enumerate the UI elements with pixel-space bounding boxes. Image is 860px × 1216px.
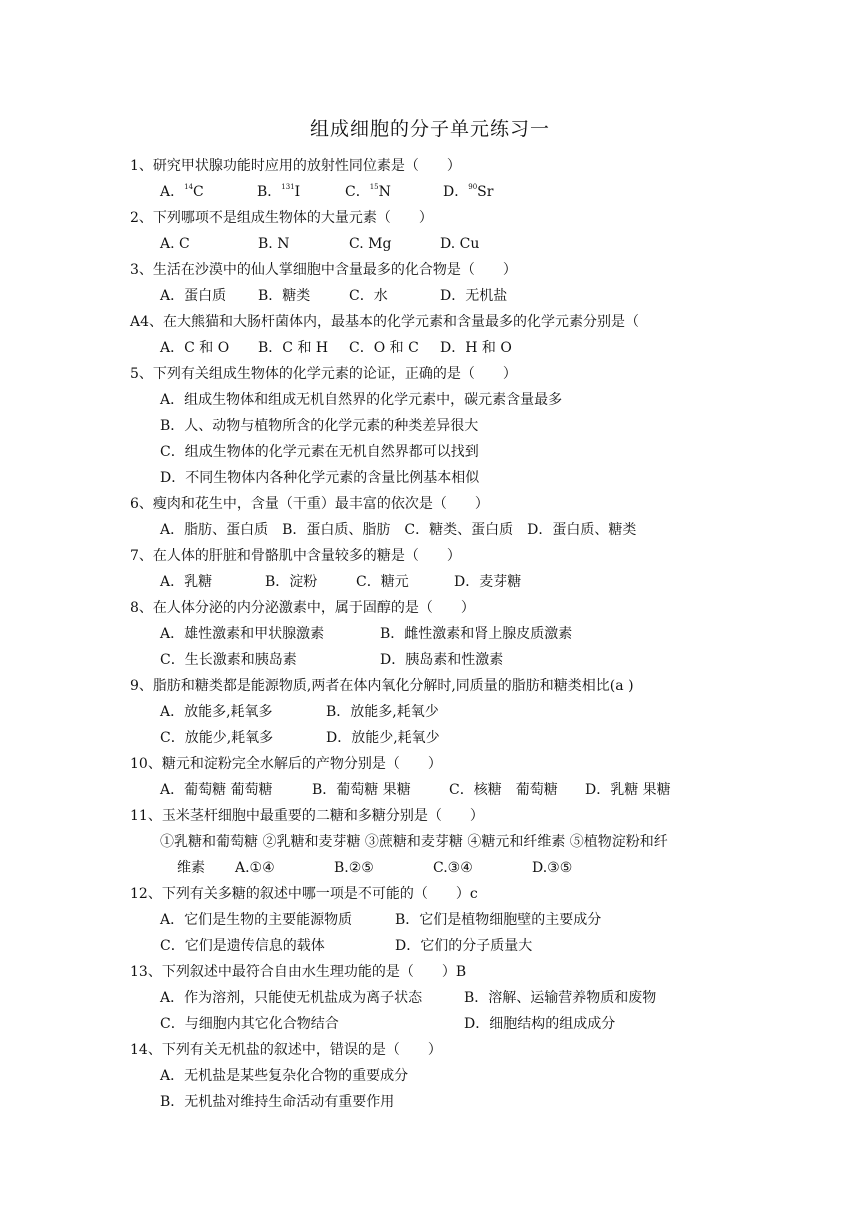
- q12-option-d: D．它们的分子质量大: [395, 938, 533, 954]
- q8-option-b: B．雌性激素和肾上腺皮质激素: [380, 626, 573, 642]
- page-title: 组成细胞的分子单元练习一: [309, 118, 550, 140]
- question-9-stem: 9、脂肪和糖类都是能源物质,两者在体内氧化分解时,同质量的脂肪和糖类相比(a ): [130, 678, 634, 694]
- question-2-stem: 2、下列哪项不是组成生物体的大量元素（ ）: [130, 210, 433, 226]
- q10-option-a: A．葡萄糖 葡萄糖: [160, 782, 273, 798]
- q9-option-c: C．放能少,耗氧多: [160, 730, 274, 746]
- question-6-options: A．脂肪、蛋白质 B．蛋白质、脂肪 C．糖类、蛋白质 D．蛋白质、糖类: [160, 522, 637, 538]
- q13-option-a: A．作为溶剂，只能使无机盐成为离子状态: [160, 990, 423, 1006]
- q5-option-c: C．组成生物体的化学元素在无机自然界都可以找到: [160, 444, 479, 460]
- q8-option-c: C．生长激素和胰岛素: [160, 652, 297, 668]
- q3-option-a: A．蛋白质: [160, 288, 227, 304]
- q13-option-b: B．溶解、运输营养物质和废物: [464, 990, 657, 1006]
- q7-option-d: D．麦芽糖: [454, 574, 522, 590]
- q1-option-c: C．$^{15}$N: [345, 183, 391, 200]
- q11-choices-continuation: 维素: [177, 860, 205, 876]
- q11-option-d: D.③⑤: [532, 860, 573, 876]
- q5-option-a: A．组成生物体和组成无机自然界的化学元素中，碳元素含量最多: [160, 392, 563, 408]
- q1-option-b: B．$^{131}$I: [257, 183, 301, 200]
- q4-option-b: B．C 和 H: [258, 340, 329, 356]
- q1-option-a: A．$^{14}$C: [160, 183, 204, 200]
- q7-option-a: A．乳糖: [160, 574, 213, 590]
- question-10-stem: 10、糖元和淀粉完全水解后的产物分别是（ ）: [130, 756, 442, 772]
- q10-option-b: B．葡萄糖 果糖: [312, 782, 411, 798]
- q12-option-c: C．它们是遗传信息的载体: [160, 938, 325, 954]
- q2-option-b: B. N: [258, 236, 290, 252]
- q2-option-d: D. Cu: [440, 236, 480, 252]
- q11-option-c: C.③④: [433, 860, 473, 876]
- q3-option-c: C．水: [349, 288, 388, 304]
- q4-option-c: C．O 和 C: [349, 340, 419, 356]
- q3-option-d: D．无机盐: [440, 288, 508, 304]
- q9-option-b: B．放能多,耗氧少: [326, 704, 439, 720]
- q14-option-b: B．无机盐对维持生命活动有重要作用: [160, 1094, 395, 1110]
- q4-option-a: A．C 和 O: [160, 340, 230, 356]
- q5-option-d: D．不同生物体内各种化学元素的含量比例基本相似: [160, 470, 480, 486]
- q11-option-a: A.①④: [235, 860, 275, 876]
- question-12-stem: 12、下列有关多糖的叙述中哪一项是不可能的（ ）c: [130, 886, 478, 902]
- q14-option-a: A．无机盐是某些复杂化合物的重要成分: [160, 1068, 409, 1084]
- q9-option-a: A．放能多,耗氧多: [160, 704, 273, 720]
- question-6-stem: 6、瘦肉和花生中，含量（干重）最丰富的依次是（ ）: [130, 496, 489, 512]
- question-1-stem: 1、研究甲状腺功能时应用的放射性同位素是（ ）: [130, 158, 461, 174]
- question-4-stem: A4、在大熊猫和大肠杆菌体内，最基本的化学元素和含量最多的化学元素分别是（: [130, 314, 640, 330]
- q10-option-d: D．乳糖 果糖: [585, 782, 671, 798]
- q13-option-c: C．与细胞内其它化合物结合: [160, 1016, 339, 1032]
- q3-option-b: B．糖类: [258, 288, 311, 304]
- question-14-stem: 14、下列有关无机盐的叙述中，错误的是（ ）: [130, 1042, 442, 1058]
- q2-option-a: A. C: [160, 236, 190, 252]
- q4-option-d: D．H 和 O: [440, 340, 512, 356]
- question-11-stem: 11、玉米茎杆细胞中最重要的二糖和多糖分别是（ ）: [130, 808, 484, 824]
- q1-option-d: D．$^{90}$Sr: [443, 183, 494, 200]
- q12-option-a: A．它们是生物的主要能源物质: [160, 912, 353, 928]
- q7-option-b: B．淀粉: [265, 574, 318, 590]
- q9-option-d: D．放能少,耗氧少: [326, 730, 440, 746]
- question-7-stem: 7、在人体的肝脏和骨骼肌中含量较多的糖是（ ）: [130, 548, 461, 564]
- question-5-stem: 5、下列有关组成生物体的化学元素的论证，正确的是（ ）: [130, 366, 517, 382]
- q13-option-d: D．细胞结构的组成成分: [464, 1016, 616, 1032]
- q8-option-a: A．雄性激素和甲状腺激素: [160, 626, 325, 642]
- q12-option-b: B．它们是植物细胞壁的主要成分: [395, 912, 602, 928]
- q11-option-b: B.②⑤: [334, 860, 374, 876]
- question-8-stem: 8、在人体分泌的内分泌激素中，属于固醇的是（ ）: [130, 600, 475, 616]
- q5-option-b: B．人、动物与植物所含的化学元素的种类差异很大: [160, 418, 479, 434]
- q10-option-c: C．核糖 葡萄糖: [449, 782, 558, 798]
- question-11-choices-line: ①乳糖和葡萄糖 ②乳糖和麦芽糖 ③蔗糖和麦芽糖 ④糖元和纤维素 ⑤植物淀粉和纤: [160, 834, 668, 850]
- q8-option-d: D．胰岛素和性激素: [380, 652, 504, 668]
- question-13-stem: 13、下列叙述中最符合自由水生理功能的是（ ）B: [130, 964, 467, 980]
- q2-option-c: C. Mg: [349, 236, 392, 252]
- q7-option-c: C．糖元: [356, 574, 409, 590]
- question-3-stem: 3、生活在沙漠中的仙人掌细胞中含量最多的化合物是（ ）: [130, 262, 517, 278]
